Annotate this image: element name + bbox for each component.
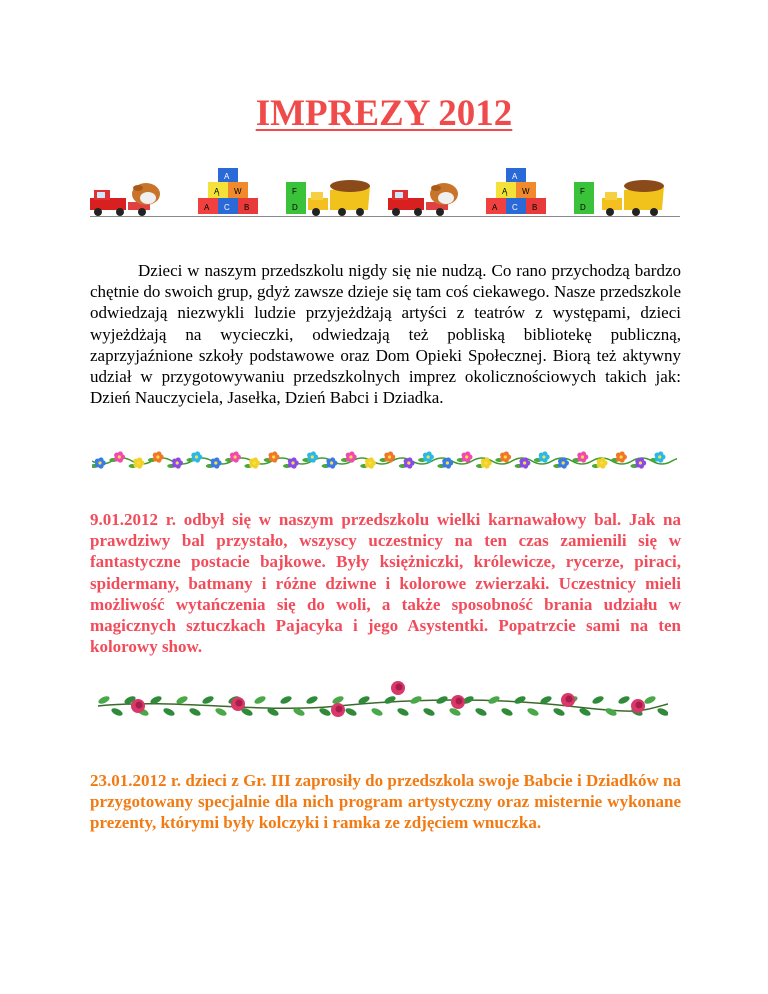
garland-flower (500, 451, 511, 462)
block-label: F (292, 187, 297, 196)
rose-leaf (422, 707, 435, 718)
carnival-ball-paragraph: 9.01.2012 r. odbył się w naszym przedszkolu wielki karnawałowy bal. Jak na prawdziwy bal przystało, wszyscy uczestnicy na ten czas zamienili się w fantastyczne postacie bajkowe. Były księżniczki, królewicze, rycerze, piraci, spidermany, batmany i różne dziwne i kolorowe zwierzaki. Uczestnicy mieli możliwość wytańczenia się do woli, a także sposobność brania udziału w magicznych sztuczkach Pajacyka i jego Asystentki. Popatrzcie sami na ten kolorowy show. (90, 510, 681, 657)
block-label: A (492, 203, 498, 212)
grandparents-day-paragraph: 23.01.2012 r. dzieci z Gr. III zaprosiły do przedszkola swoje Babcie i Dziadków na przygotowany specjalnie dla nich program artystyczny oraz misternie wykonane prezenty, którymi były kolczyki i ramka ze zdjęciem wnuczka. (90, 771, 681, 833)
rose-leaf (370, 707, 383, 718)
block-label: D (292, 203, 298, 212)
rose-leaf (188, 707, 201, 718)
garland-flower (326, 457, 337, 468)
garland-flower (384, 451, 395, 462)
rose-leaf (526, 707, 539, 718)
block-label: D (580, 203, 586, 212)
block-label: F (580, 187, 585, 196)
garland-flower (288, 457, 299, 468)
rose-leaf (110, 707, 123, 718)
rose-leaf (98, 695, 111, 706)
garland-flower (346, 451, 357, 462)
rose-leaf (214, 707, 227, 718)
garland-flower (249, 457, 260, 468)
garland-flower (616, 451, 627, 462)
rose-leaf (474, 707, 487, 718)
garland-flower (655, 451, 666, 462)
rose-flower (131, 699, 145, 713)
rose-leaf (396, 707, 409, 718)
page-title: IMPREZY 2012 (255, 93, 513, 134)
flower-garland-image (92, 447, 677, 473)
rose-flower (391, 681, 405, 695)
rose-leaf (253, 695, 266, 706)
garland-flower (577, 451, 588, 462)
block-label: B (244, 203, 250, 212)
garland-flower (539, 451, 550, 462)
block-label: Ą (214, 187, 220, 196)
block-label: B (532, 203, 538, 212)
rose-flower (561, 693, 575, 707)
rose-leaf (656, 707, 668, 718)
garland-flower (153, 451, 164, 462)
rose-leaf (318, 707, 331, 718)
rose-leaf (591, 695, 604, 706)
block-label: W (522, 187, 530, 196)
garland-flower (230, 451, 241, 462)
rose-leaf (500, 707, 513, 718)
rose-leaf (409, 695, 422, 706)
rose-leaf (552, 707, 565, 718)
rose-flower (451, 695, 465, 709)
rose-leaf (162, 707, 175, 718)
garland-flower (95, 457, 106, 468)
rose-leaf (617, 695, 630, 706)
garland-flower (481, 457, 492, 468)
rose-leaf (604, 707, 617, 718)
rose-leaf (383, 695, 396, 706)
block-label: W (234, 187, 242, 196)
rose-leaf (344, 707, 357, 718)
rose-leaf (279, 695, 292, 706)
garland-flower (635, 457, 646, 468)
garland-flower (211, 457, 222, 468)
toy-border-image (90, 168, 680, 220)
garland-flower (307, 451, 318, 462)
rose-leaf (201, 695, 214, 706)
rose-flower (231, 697, 245, 711)
rose-flower (331, 703, 345, 717)
divider-line (90, 216, 680, 217)
garland-flower (365, 457, 376, 468)
rose-vine-image (98, 676, 668, 730)
block-label: C (512, 203, 518, 212)
intro-paragraph: Dzieci w naszym przedszkolu nigdy się nie nudzą. Co rano przychodzą bardzo chętnie do swoich grup, gdyż zawsze dzieje się tam coś ciekawego. Nasze przedszkole odwiedzają niezwykli ludzie przyjeżdżają artyści z teatrów z występami, dzieci wyjeżdżają na wycieczki, odwiedzają też pobliską bibliotekę publiczną, zaprzyjaźnione szkoły podstawowe oraz Dom Opieki Społecznej. Biorą też aktywny udział w przygotowywaniu przedszkolnych imprez okolicznościowych takich jak: Dzień Nauczyciela, Jasełka, Dzień Babci i Dziadka. (90, 261, 681, 408)
block-label: Ą (502, 187, 508, 196)
rose-leaf (643, 695, 656, 706)
rose-leaf (305, 695, 318, 706)
rose-flower (631, 699, 645, 713)
garland-flower (442, 457, 453, 468)
garland-flower (133, 457, 144, 468)
rose-leaf (487, 695, 500, 706)
block-label: A (224, 172, 230, 181)
garland-flower (172, 457, 183, 468)
garland-flower (114, 451, 125, 462)
rose-leaf (513, 695, 526, 706)
garland-flower (191, 451, 202, 462)
rose-leaf (435, 695, 448, 706)
block-label: A (204, 203, 210, 212)
garland-flower (404, 457, 415, 468)
block-label: A (512, 172, 518, 181)
block-label: C (224, 203, 230, 212)
garland-flower (269, 451, 280, 462)
